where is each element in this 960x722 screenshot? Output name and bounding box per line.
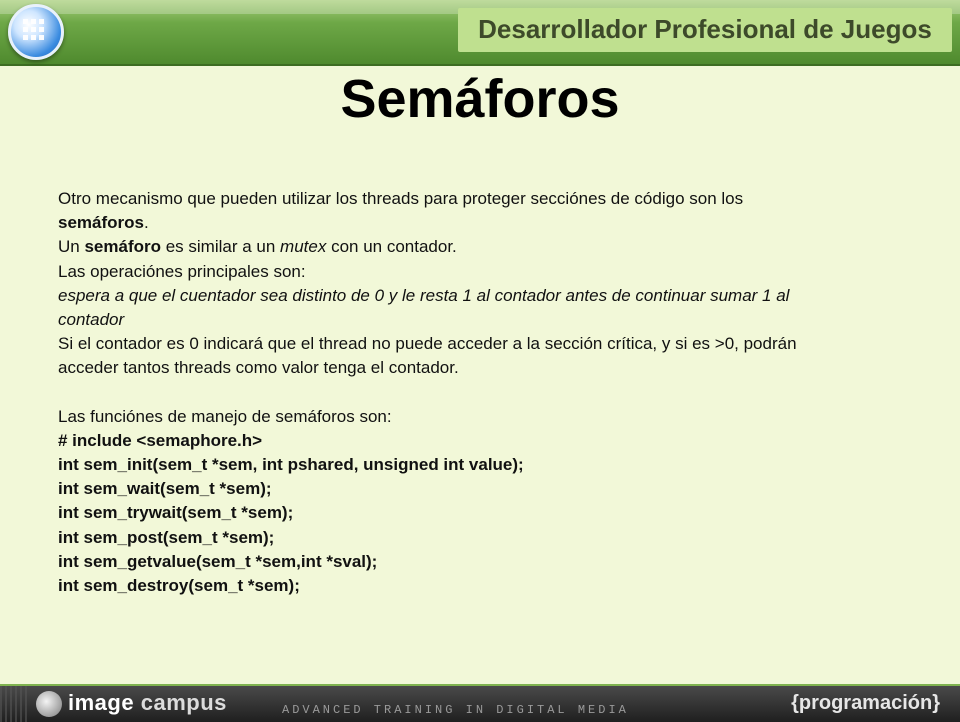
paragraphs (58, 187, 818, 381)
footer-brand-campus: campus (140, 690, 227, 715)
text-run: Un (58, 237, 85, 257)
text-run: con un contador. (326, 237, 457, 257)
code-line: # include <semaphore.h> (58, 430, 263, 450)
code-line: int sem_wait(sem_t *sem); (58, 479, 272, 499)
footer-brand (68, 690, 227, 716)
bold-text: semáforo (84, 237, 161, 257)
code-line: int sem_destroy(sem_t *sem); (58, 576, 300, 596)
header-title: Desarrollador Profesional de Juegos (478, 14, 932, 44)
header-title-box (458, 8, 952, 52)
bold-text: semáforos (58, 213, 144, 233)
text-run: . (143, 213, 149, 233)
grid-icon (21, 17, 47, 43)
functions-intro: Las funciónes de manejo de semáforos son: (58, 406, 392, 426)
grid-globe-icon (8, 4, 64, 60)
header-bar (0, 0, 960, 66)
body-paragraph (58, 332, 818, 380)
code-line: int sem_trywait(sem_t *sem); (58, 503, 294, 523)
text-run: es similar a un (161, 237, 281, 257)
text-run: Otro mecanismo que pueden utilizar los threads para proteger secciónes de código son los (58, 189, 744, 208)
campus-logo-icon (36, 691, 62, 717)
footer-tagline: ADVANCED TRAINING IN DIGITAL MEDIA (282, 703, 629, 717)
code-list (58, 429, 818, 598)
text-run: Si el contador es 0 indicará que el thread no puede acceder a la sección crítica, y si es >0, podrán acceder tantos threads como valor tenga el contador. (58, 334, 797, 378)
footer-brand-image: image (68, 690, 135, 715)
body-paragraph (58, 284, 818, 332)
body-paragraph (58, 260, 818, 284)
code-line: int sem_getvalue(sem_t *sem,int *sval); (58, 551, 378, 571)
italic-text: mutex (280, 237, 327, 257)
footer-tag: {programación} (791, 692, 940, 714)
spacer (58, 381, 818, 405)
code-line: int sem_post(sem_t *sem); (58, 527, 275, 547)
code-line: int sem_init(sem_t *sem, int pshared, unsigned int value); (58, 455, 524, 475)
footer-bar (0, 684, 960, 722)
footer-pattern (0, 686, 30, 722)
slide-body (58, 187, 818, 598)
italic-text: espera a que el cuentador sea distinto de 0 y le resta 1 al contador antes de continuar sumar 1 al contador (58, 285, 790, 330)
slide-title: Semáforos (340, 69, 620, 129)
body-paragraph (58, 187, 818, 235)
text-run: Las operaciónes principales son: (58, 261, 306, 281)
body-paragraph (58, 235, 818, 259)
